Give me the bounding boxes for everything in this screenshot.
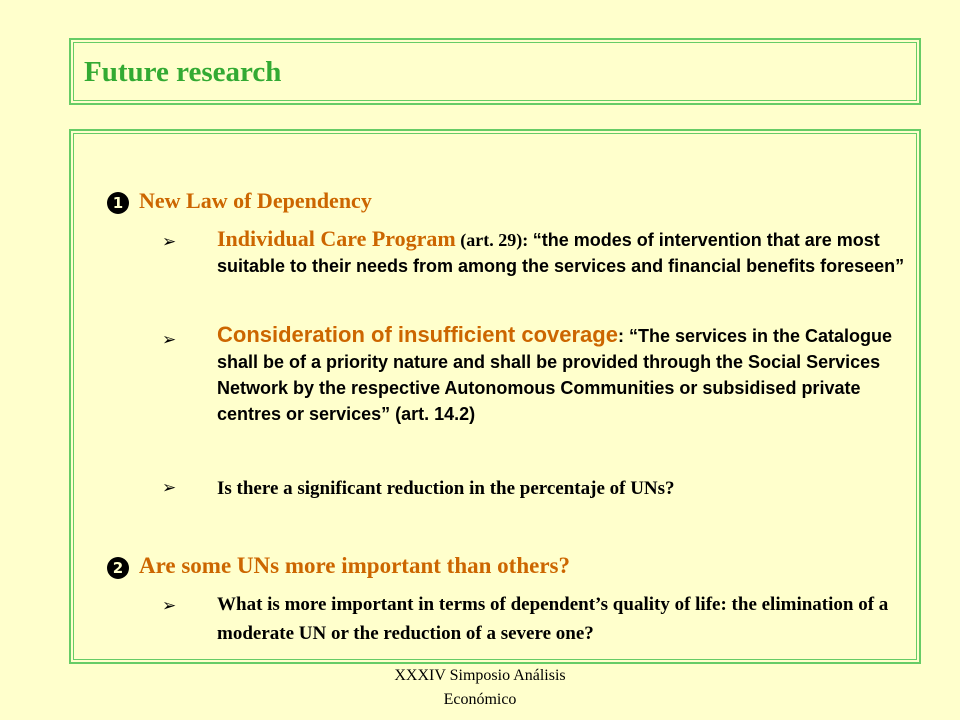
section-1-heading-row — [107, 188, 372, 214]
item-lead: Consideration of insufficient coverage — [217, 322, 618, 347]
footer-line-2: Económico — [443, 691, 517, 708]
section-2-heading: Are some UNs more important than others? — [139, 553, 570, 578]
footer-line-1: XXXIV Simposio Análisis — [394, 667, 566, 684]
section-2-heading-row — [107, 553, 570, 579]
item-individual-care — [217, 226, 907, 279]
title-frame — [69, 38, 921, 105]
number-1-icon: 1 — [107, 192, 129, 214]
item-ref: (art. 14.2) — [390, 404, 476, 424]
footer — [330, 664, 630, 712]
item-quality-question: What is more important in terms of dependent’s quality of life: the elimination of a moderate UN or the reduction of a severe one? — [217, 594, 889, 644]
arrow-bullet-icon: ➢ — [162, 596, 177, 616]
item-quote: “The services in the Catalogue shall be of a priority nature and shall be provided through the Social Services Network by the respective Autonomous Communities or subsidised private centres or services” — [217, 326, 893, 424]
arrow-bullet-icon: ➢ — [162, 478, 177, 498]
arrow-bullet-icon: ➢ — [162, 330, 177, 350]
item-quote: “the modes of intervention that are most suitable to their needs from among the services and financial benefits foreseen” — [217, 230, 905, 276]
item-ref: (art. 29): — [455, 230, 533, 250]
item-sep: : — [617, 326, 629, 346]
item-insufficient-coverage — [217, 322, 907, 427]
number-2-icon: 2 — [107, 557, 129, 579]
section-1-heading: New Law of Dependency — [139, 188, 372, 213]
slide-title: Future research — [84, 56, 282, 88]
arrow-bullet-icon: ➢ — [162, 232, 177, 252]
item-reduction-question: Is there a significant reduction in the percentaje of UNs? — [217, 478, 675, 499]
item-lead: Individual Care Program — [217, 226, 456, 251]
